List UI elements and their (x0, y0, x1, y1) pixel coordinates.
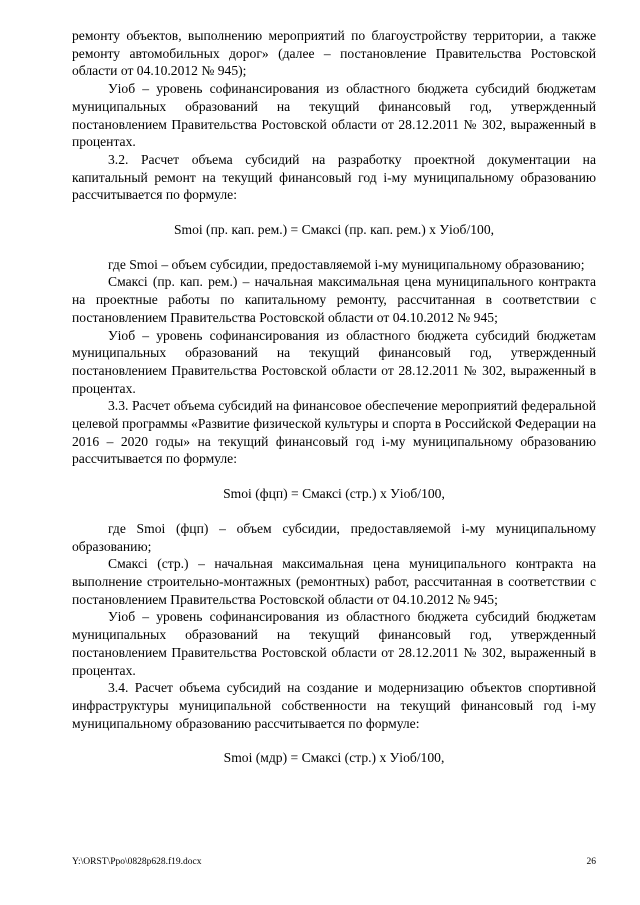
page-number: 26 (586, 857, 596, 867)
paragraph-smoi-fcp-definition: где Smoi (фцп) – объем субсидии, предоставляемой i-му муниципальному образованию; (72, 520, 596, 554)
file-path: Y:\ORST\Ppo\0828p628.f19.docx (72, 857, 202, 867)
paragraph-section-3-4: 3.4. Расчет объема субсидий на создание и модернизацию объектов спортивной инфраструктуры муниципальной собственности на текущий финансовый год i-му муниципальному образованию рассчитывается по формуле: (72, 680, 596, 731)
document-body (72, 27, 596, 767)
paragraph-smaksi-definition: Смаксi (пр. кап. рем.) – начальная максимальная цена муниципального контракта на проектные работы по капитальному ремонту, рассчитанная в соответствии с постановлением Правительства Ростовской области от 04.10.2012 № 945; (72, 274, 596, 325)
paragraph-continuation: ремонту объектов, выполнению мероприятий по благоустройству территории, а также ремонту автомобильных дорог» (далее – постановление Правительства Ростовской области от 04.10.2012 № 945); (72, 28, 596, 79)
paragraph-smoi-definition: где Smoi – объем субсидии, предоставляемой i-му муниципальному образованию; (108, 256, 585, 272)
formula-3-3: Smoi (фцп) = Смаксi (стр.) x Уioб/100, (223, 486, 445, 502)
formula-3-2: Smoi (пр. кап. рем.) = Смаксi (пр. кап. рем.) x Уioб/100, (173, 222, 495, 238)
formula-3-4: Smoi (мдр) = Смаксi (стр.) x Уioб/100, (223, 750, 445, 766)
paragraph-uiob-definition: Уioб – уровень софинансирования из областного бюджета субсидий бюджетам муниципальных образований на текущий финансовый год, утвержденный постановлением Правительства Ростовской области от 28.12.2011 № 302, выраженный в процентах. (72, 609, 596, 678)
paragraph-uiob-definition: Уioб – уровень софинансирования из областного бюджета субсидий бюджетам муниципальных образований на текущий финансовый год, утвержденный постановлением Правительства Ростовской области от 28.12.2011 № 302, выраженный в процентах. (72, 81, 596, 150)
paragraph-section-3-3: 3.3. Расчет объема субсидий на финансовое обеспечение мероприятий федеральной целевой программы «Развитие физической культуры и спорта в Российской Федерации на 2016 – 2020 годы» на текущий финансовый год i-му муниципальному образованию рассчитывается по формуле: (72, 398, 596, 467)
paragraph-section-3-2: 3.2. Расчет объема субсидий на разработку проектной документации на капитальный ремонт на текущий финансовый год i-му муниципальному образованию рассчитывается по формуле: (72, 151, 596, 203)
paragraph-smaksi-str-definition: Смаксi (стр.) – начальная максимальная цена муниципального контракта на выполнение строительно-монтажных (ремонтных) работ, рассчитанная в соответствии с постановлением Правительства Ростовской области от 04.10.2012 № 945; (72, 556, 596, 607)
paragraph-uiob-definition: Уioб – уровень софинансирования из областного бюджета субсидий бюджетам муниципальных образований на текущий финансовый год, утвержденный постановлением Правительства Ростовской области от 28.12.2011 № 302, выраженный в процентах. (72, 327, 596, 396)
